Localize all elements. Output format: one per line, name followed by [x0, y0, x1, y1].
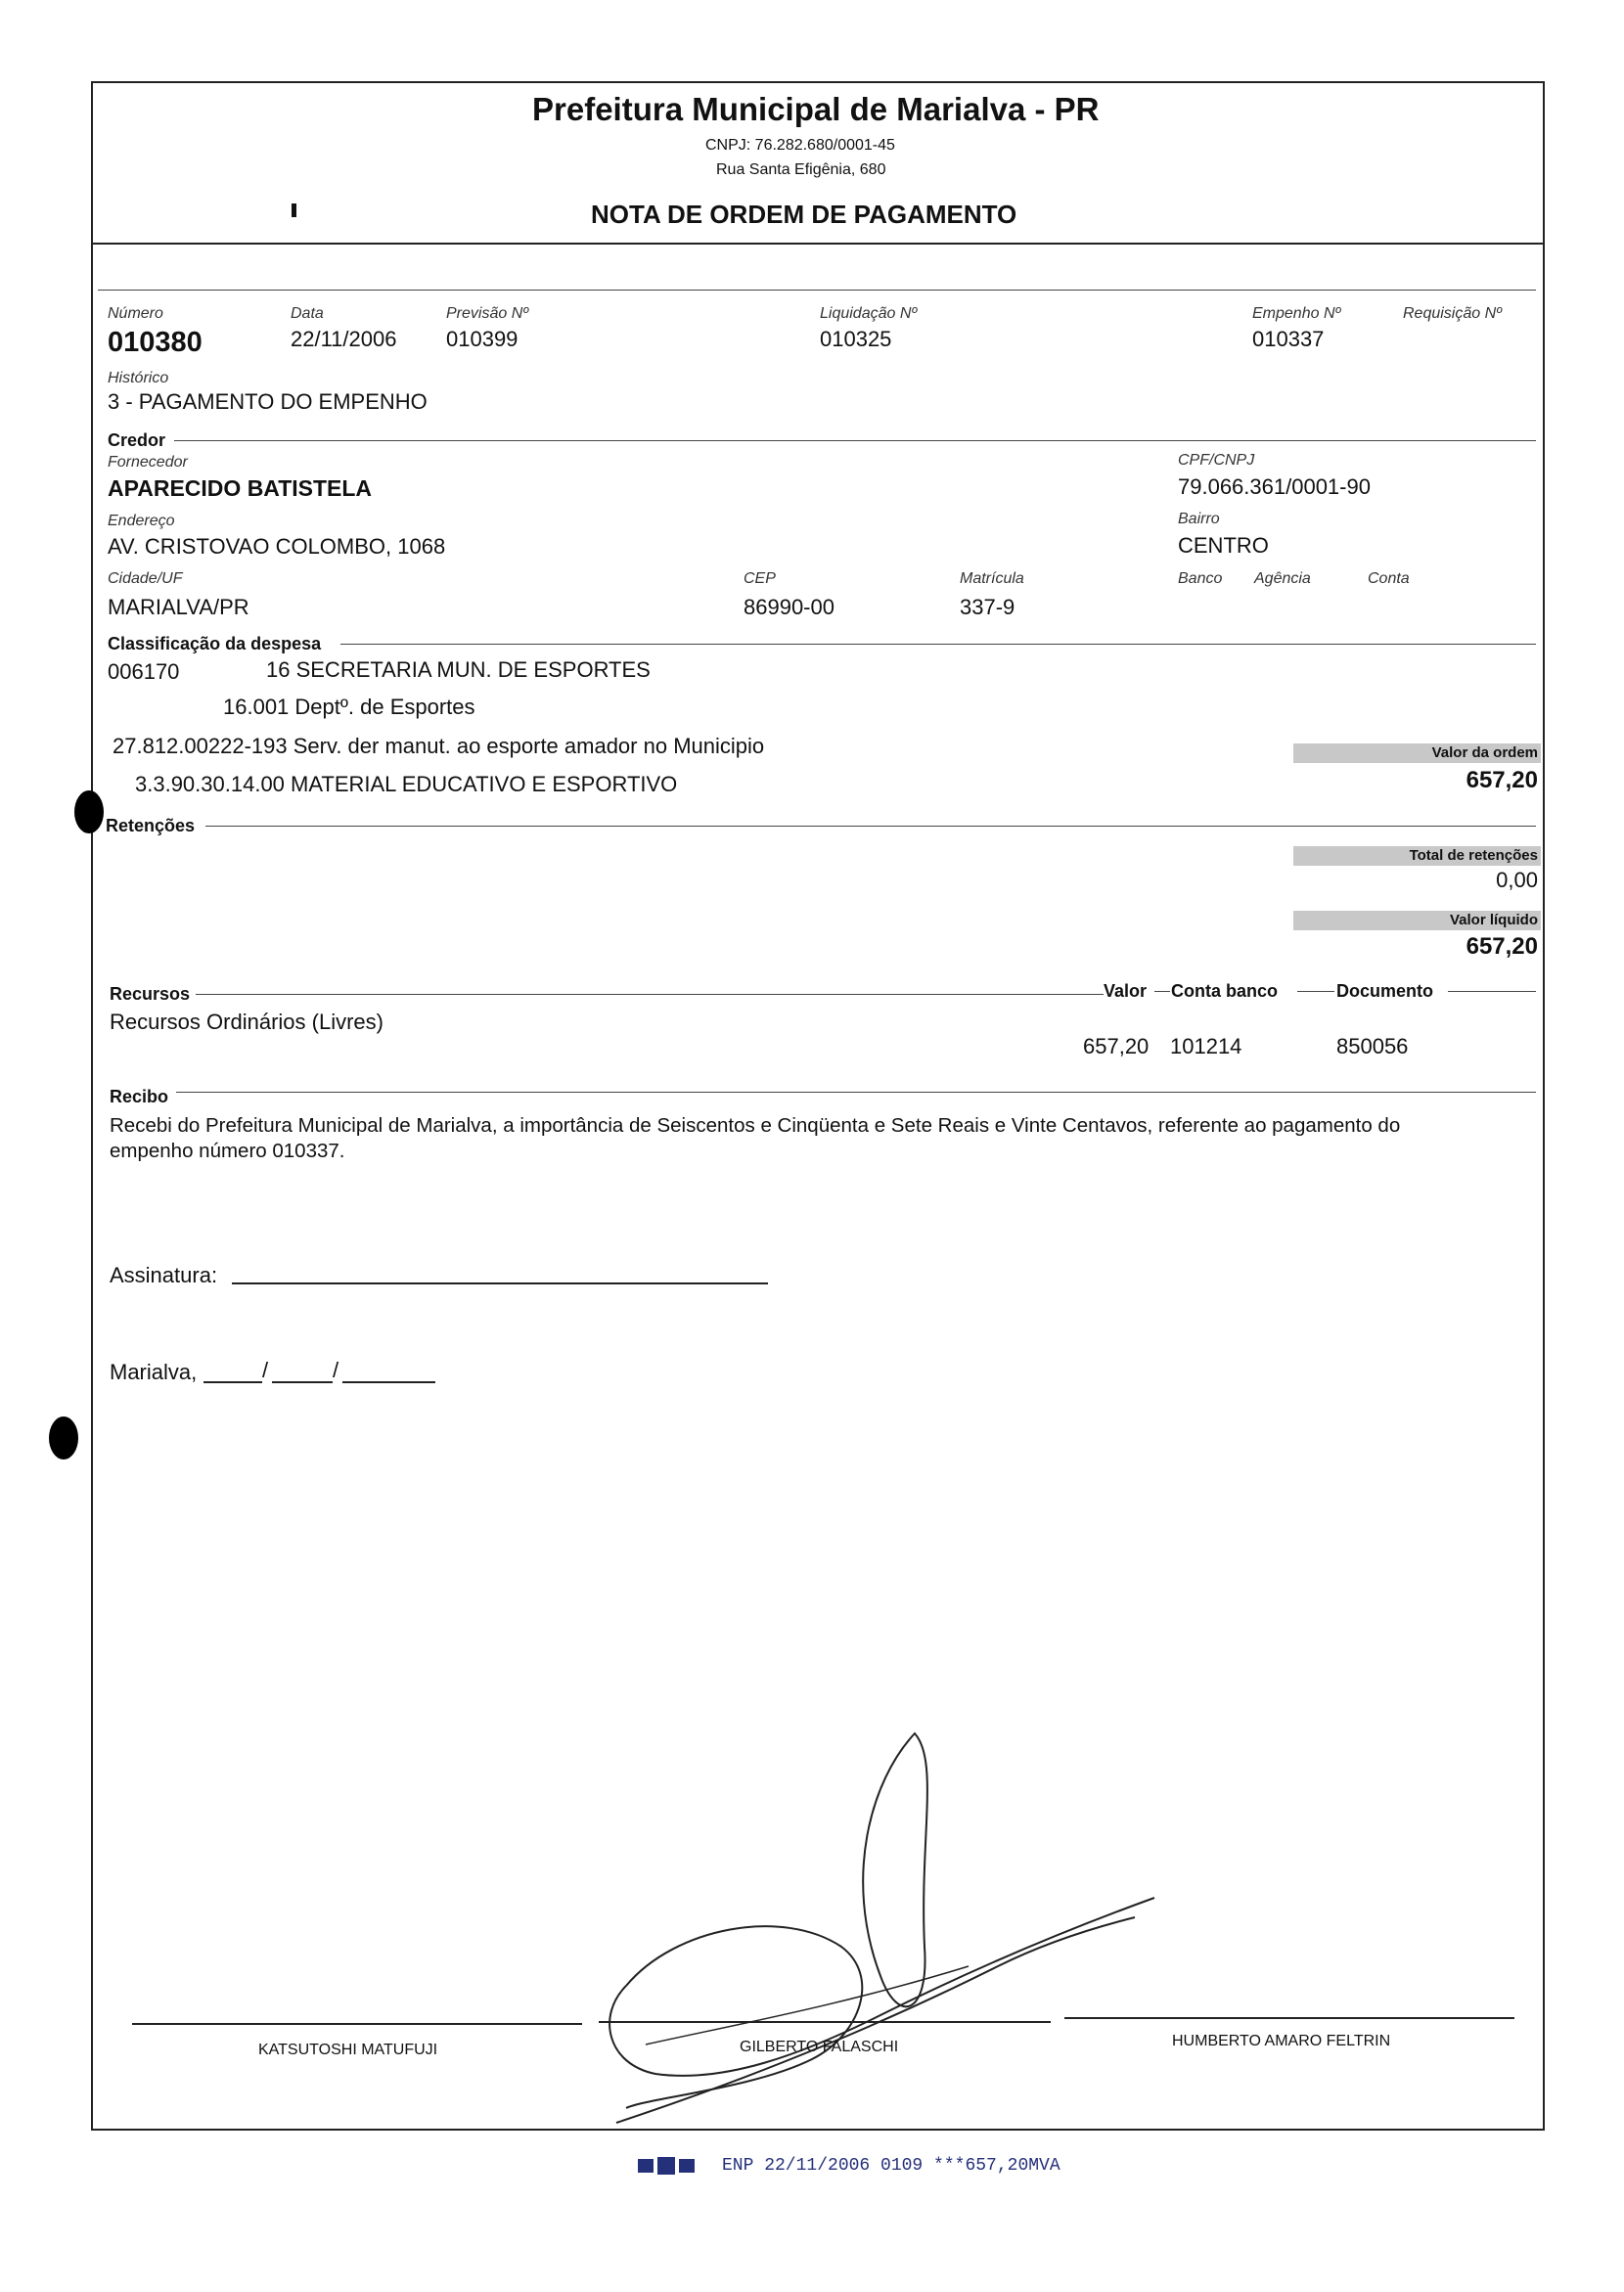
- page-title: Prefeitura Municipal de Marialva - PR: [532, 91, 1100, 127]
- bairro-value: CENTRO: [1178, 533, 1269, 558]
- historico-value: 3 - PAGAMENTO DO EMPENHO: [108, 389, 428, 414]
- historico-label: Histórico: [108, 370, 169, 386]
- classificacao-section: Classificação da despesa: [108, 634, 322, 653]
- cpf-value: 79.066.361/0001-90: [1178, 474, 1371, 499]
- classificacao-divider: [340, 644, 1536, 645]
- date-slash-2: /: [333, 1358, 339, 1382]
- date-slash-1: /: [262, 1358, 269, 1382]
- recursos-fonte: Recursos Ordinários (Livres): [110, 1010, 383, 1034]
- recursos-valor: 657,20: [1083, 1034, 1150, 1058]
- id-divider: [98, 290, 1536, 291]
- cpf-label: CPF/CNPJ: [1178, 452, 1255, 469]
- signature-name-2: GILBERTO FALASCHI: [740, 2039, 899, 2055]
- valor-liquido-label: Valor líquido: [1293, 911, 1541, 930]
- header-divider: [91, 243, 1545, 245]
- liquidacao-value: 010325: [820, 327, 892, 351]
- assinatura-line[interactable]: [232, 1282, 768, 1284]
- recursos-divider-4: [1448, 991, 1536, 992]
- empenho-value: 010337: [1252, 327, 1325, 351]
- empenho-label: Empenho Nº: [1252, 305, 1341, 322]
- date-year-line[interactable]: [342, 1381, 435, 1383]
- cidade-value: MARIALVA/PR: [108, 595, 249, 619]
- matricula-value: 337-9: [960, 595, 1015, 619]
- signature-name-3: HUMBERTO AMARO FELTRIN: [1172, 2033, 1391, 2049]
- fornecedor-label: Fornecedor: [108, 454, 188, 471]
- recibo-text-line2: empenho número 010337.: [110, 1140, 345, 1162]
- conta-label: Conta: [1368, 570, 1410, 587]
- banco-label: Banco: [1178, 570, 1223, 587]
- retencoes-divider: [205, 826, 1536, 827]
- matricula-label: Matrícula: [960, 570, 1024, 587]
- retencoes-section: Retenções: [106, 816, 196, 835]
- address-line: Rua Santa Efigênia, 680: [716, 161, 886, 178]
- elemento-value: 3.3.90.30.14.00 MATERIAL EDUCATIVO E ESPORTIVO: [135, 772, 678, 796]
- date-month-line[interactable]: [272, 1381, 333, 1383]
- recibo-section: Recibo: [110, 1087, 169, 1106]
- recursos-section: Recursos: [110, 984, 191, 1004]
- recursos-divider: [196, 994, 1104, 995]
- credor-divider: [174, 440, 1536, 441]
- date-day-line[interactable]: [203, 1381, 262, 1383]
- numero-label: Número: [108, 305, 163, 322]
- endereco-value: AV. CRISTOVAO COLOMBO, 1068: [108, 534, 446, 559]
- stamp-logo-icon: [636, 2155, 699, 2177]
- cep-value: 86990-00: [744, 595, 835, 619]
- recursos-documento: 850056: [1336, 1034, 1409, 1058]
- credor-section: Credor: [108, 430, 166, 450]
- signature-name-1: KATSUTOSHI MATUFUJI: [258, 2042, 438, 2058]
- secretaria-value: 16 SECRETARIA MUN. DE ESPORTES: [266, 657, 651, 682]
- cep-label: CEP: [744, 570, 776, 587]
- local-label: Marialva,: [110, 1360, 198, 1384]
- numero-value: 010380: [108, 327, 203, 358]
- recursos-conta-label: Conta banco: [1171, 981, 1279, 1001]
- liquidacao-label: Liquidação Nº: [820, 305, 918, 322]
- endereco-label: Endereço: [108, 513, 175, 529]
- stamp-text: ENP 22/11/2006 0109 ***657,20MVA: [722, 2156, 1060, 2176]
- bairro-label: Bairro: [1178, 511, 1220, 527]
- previsao-value: 010399: [446, 327, 519, 351]
- signature-line-2: [599, 2021, 1051, 2023]
- recursos-divider-2: [1154, 991, 1170, 992]
- requisicao-label: Requisição Nº: [1403, 305, 1502, 322]
- mark-icon: [292, 203, 296, 217]
- valor-ordem-value: 657,20: [1466, 767, 1538, 793]
- recursos-documento-label: Documento: [1336, 981, 1433, 1001]
- data-value: 22/11/2006: [291, 327, 397, 351]
- handwritten-signature: [587, 1722, 1174, 2133]
- valor-ordem-label: Valor da ordem: [1293, 743, 1541, 763]
- data-label: Data: [291, 305, 324, 322]
- programa-value: 27.812.00222-193 Serv. der manut. ao esporte amador no Municipio: [113, 734, 765, 758]
- agencia-label: Agência: [1254, 570, 1311, 587]
- recursos-divider-3: [1297, 991, 1334, 992]
- previsao-label: Previsão Nº: [446, 305, 529, 322]
- document-title: NOTA DE ORDEM DE PAGAMENTO: [591, 200, 1017, 229]
- punch-hole-top: [74, 790, 104, 833]
- recursos-valor-label: Valor: [1104, 981, 1148, 1001]
- valor-liquido-value: 657,20: [1466, 933, 1538, 960]
- fornecedor-value: APARECIDO BATISTELA: [108, 475, 373, 501]
- cnpj-line: CNPJ: 76.282.680/0001-45: [705, 137, 895, 154]
- dept-value: 16.001 Deptº. de Esportes: [223, 695, 475, 719]
- classificacao-code: 006170: [108, 659, 180, 684]
- cidade-label: Cidade/UF: [108, 570, 183, 587]
- signature-line-3: [1064, 2017, 1514, 2019]
- total-retencoes-value: 0,00: [1496, 868, 1538, 892]
- total-retencoes-label: Total de retenções: [1293, 846, 1541, 866]
- recursos-conta: 101214: [1170, 1034, 1242, 1058]
- recibo-text-line1: Recebi do Prefeitura Municipal de Marialva, a importância de Seiscentos e Cinqüenta e Sete Reais e Vinte Centavos, referente ao pagamento do: [110, 1114, 1401, 1137]
- signature-line-1: [132, 2023, 582, 2025]
- punch-hole-bottom: [49, 1416, 78, 1460]
- recibo-divider: [176, 1092, 1536, 1093]
- assinatura-label: Assinatura:: [110, 1263, 218, 1287]
